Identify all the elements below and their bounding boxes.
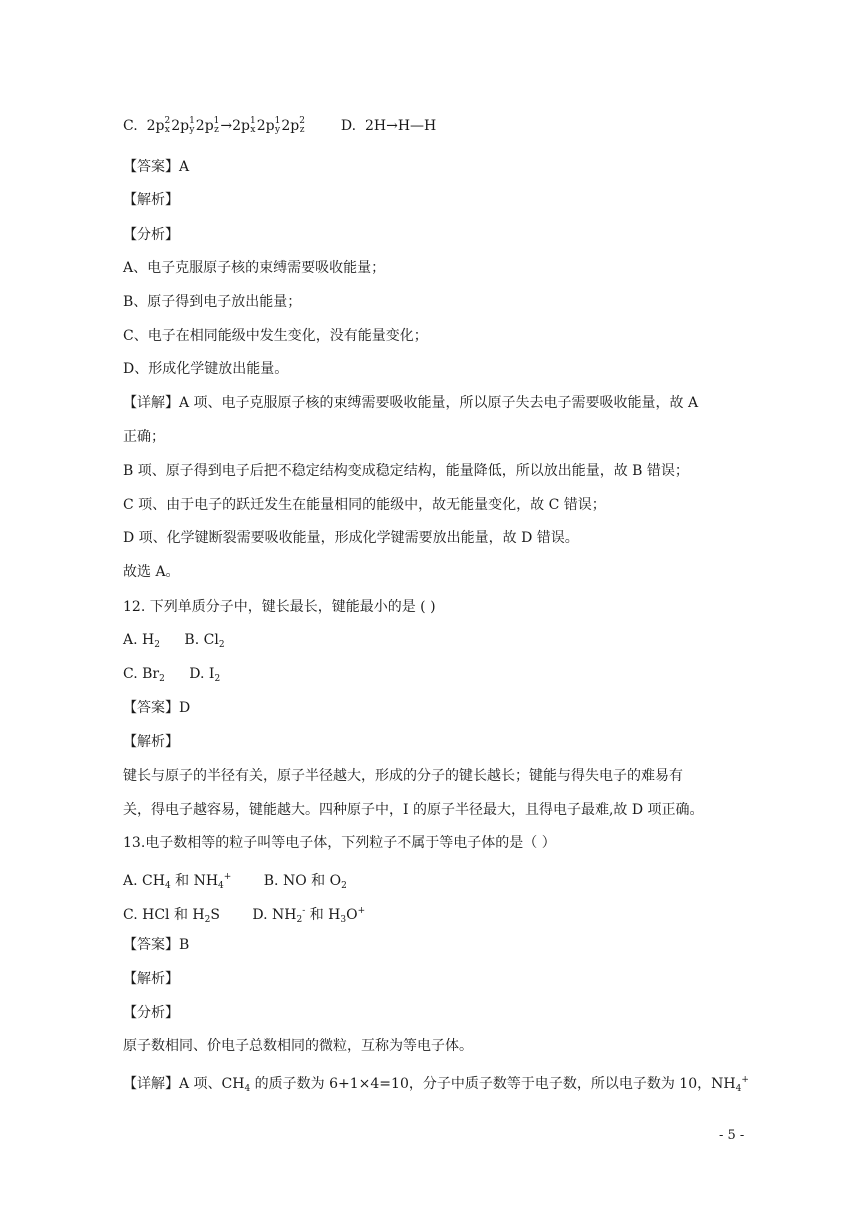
q13-answer: 【答案】B: [123, 937, 190, 953]
q13-detail: 【详解】A 项、$CH_4$ 的质子数为 6+1×4=10，分子中质子数等于电子数，所以电子数为 10，$NH_4^+$: [123, 1075, 749, 1094]
q11-detail-2: 正确；: [123, 429, 165, 445]
q12-option-d: D. $I_2$: [189, 666, 221, 684]
orbital-formula-left: 2p 2 x 2p 1 y 2p 1 z: [146, 116, 220, 135]
q12-stem: 12. 下列单质分子中，键长最长，键能最小的是 ( ): [123, 599, 436, 615]
q13-jiexi-heading: 【解析】: [123, 971, 179, 987]
q11-analysis-b: B、原子得到电子放出能量；: [123, 294, 302, 310]
q13-option-b: B. NO 和 $O_2$: [263, 873, 347, 891]
q11-detail-5: D 项、化学键断裂需要吸收能量，形成化学键需要放出能量，故 D 错误。: [123, 530, 579, 546]
q12-jiexi-heading: 【解析】: [123, 734, 179, 750]
orbital-formula-right: 2p 1 x 2p 1 y 2p 2 z: [232, 116, 305, 135]
q11-detail-1: 【详解】A 项、电子克服原子核的束缚需要吸收能量，所以原子失去电子需要吸收能量，故 A: [123, 395, 699, 411]
option-d-text: 2H→H—H: [364, 118, 437, 134]
q11-analysis-d: D、形成化学键放出能量。: [123, 361, 289, 377]
page-number: - 5 -: [719, 1128, 745, 1143]
q11-detail-4: C 项、由于电子的跃迁发生在能量相同的能级中，故无能量变化，故 C 错误；: [123, 497, 606, 513]
q13-option-d: D. $NH_2^-$ 和 $H_3O^+$: [252, 906, 366, 925]
q12-option-a: A. $H_2$: [123, 632, 160, 650]
q11-jiexi-heading: 【解析】: [123, 192, 179, 208]
q13-option-c: C. HCl 和 $H_2S$: [123, 907, 220, 925]
q11-conclusion: 故选 A。: [123, 564, 180, 580]
q12-option-b: B. $Cl_2$: [184, 632, 225, 650]
q12-options-cd: [123, 664, 220, 689]
q11-analysis-c: C、电子在相同能级中发生变化，没有能量变化；: [123, 328, 428, 344]
q13-analysis: 原子数相同、价电子总数相同的微粒，互称为等电子体。: [123, 1038, 473, 1054]
q11-detail-3: B 项、原子得到电子后把不稳定结构变成稳定结构，能量降低，所以放出能量，故 B 错误；: [123, 463, 689, 479]
option-c-label: C.: [123, 118, 138, 134]
q12-explain-1: 键长与原子的半径有关，原子半径越大，形成的分子的键长越长；键能与得失电子的难易有: [123, 768, 683, 784]
q13-fenxi-heading: 【分析】: [123, 1005, 179, 1021]
q13-option-a: A. $CH_4$ 和 $NH_4^+$: [123, 872, 232, 891]
q12-explain-2: 关，得电子越容易，键能越大。四种原子中，I 的原子半径最大，且得电子最难,故 D 项正确。: [123, 802, 704, 818]
option-d-label: D.: [340, 118, 357, 134]
reaction-arrow: →: [220, 118, 233, 134]
q13-options-ab: [123, 867, 347, 896]
q12-answer: 【答案】D: [123, 700, 191, 716]
q11-fenxi-heading: 【分析】: [123, 227, 179, 243]
q12-option-c: C. $Br_2$: [123, 666, 165, 684]
q11-analysis-a: A、电子克服原子核的束缚需要吸收能量；: [123, 260, 386, 276]
q11-answer: 【答案】A: [123, 159, 190, 175]
q13-options-cd: [123, 901, 365, 930]
q11-option-line: [123, 116, 436, 136]
q12-options-ab: [123, 630, 225, 655]
q13-stem: 13.电子数相等的粒子叫等电子体，下列粒子不属于等电子体的是（ ）: [123, 835, 556, 851]
